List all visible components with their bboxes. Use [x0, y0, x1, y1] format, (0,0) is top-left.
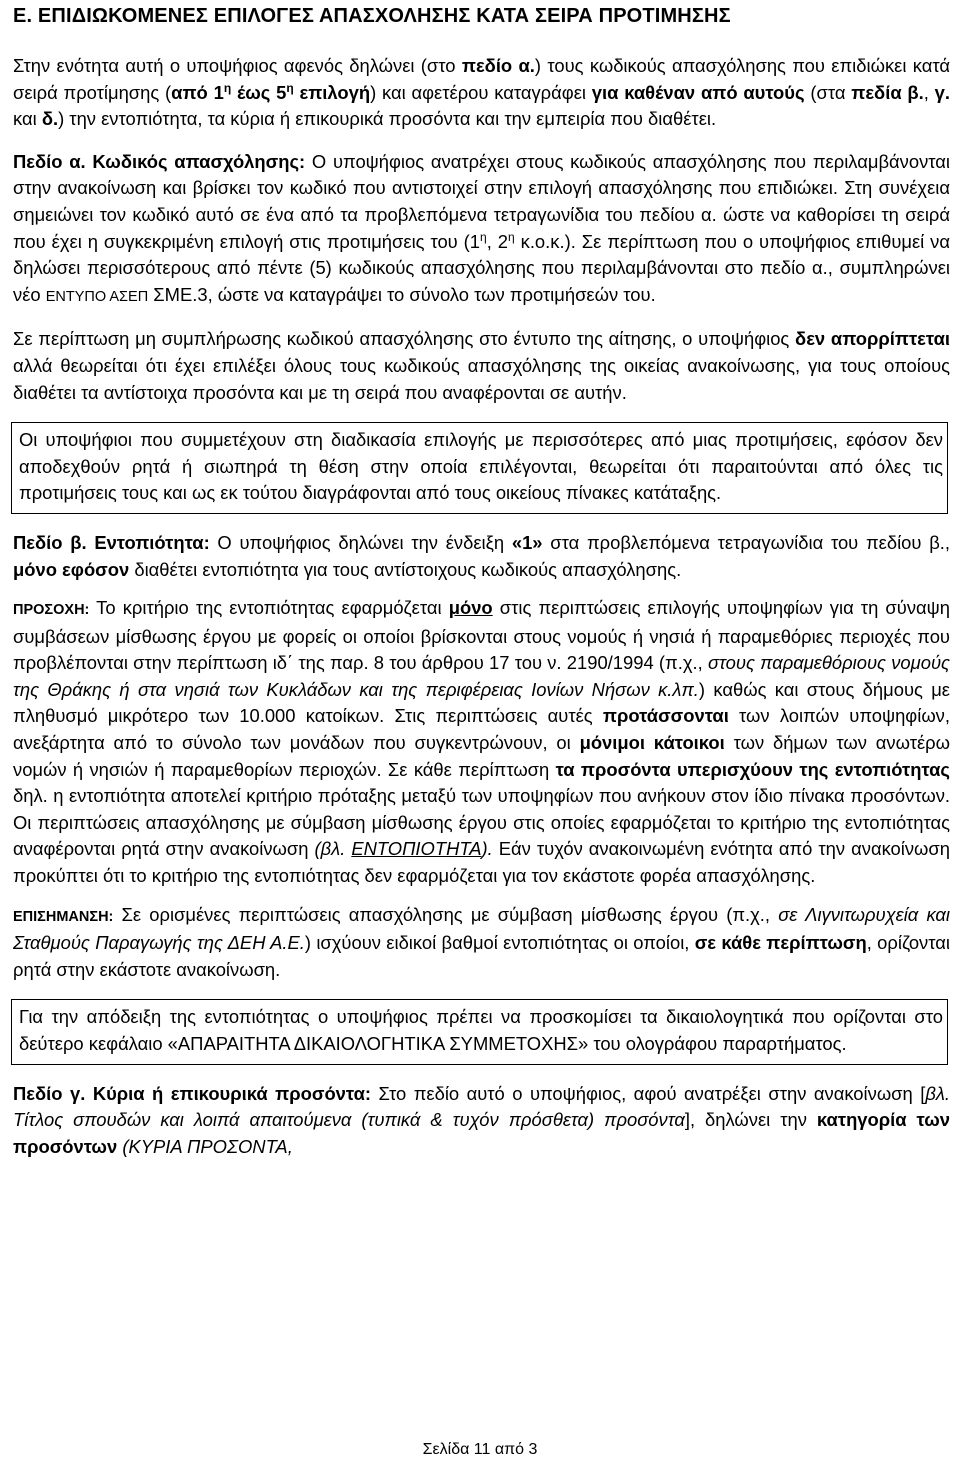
text: στις περιπτώσεις επιλογής υποψηφίων για τη σύναψη συμβάσεων μίσθωσης έργου με φορείς οι οποίοι βρίσκονται στους νομούς ή νησιά ή παραμεθόριες περιοχές που προβλέπονται στην περίπτωση ιδ΄ της παρ. 8 του άρθρου 17 του ν. 2190/1994 (π.χ., [13, 597, 950, 674]
text-bold: από 1 [171, 81, 224, 103]
field-c-paragraph [13, 1081, 950, 1161]
field-title: Κύρια ή επικουρικά προσόντα: [92, 1082, 372, 1104]
text: ΣΜΕ.3, ώστε να καταγράψει το σύνολο των προτιμήσεών του. [148, 283, 656, 305]
text: , 2 [486, 230, 508, 252]
superscript: η [223, 80, 232, 95]
field-a-paragraph [13, 149, 950, 311]
text: Εάν τυχόν ανακοινωμένη ενότητα από την ανακοίνωση προκύπτει ότι το κριτήριο της εντοπιότητας δεν εφαρμόζεται για τον εκάστοτε φορέα απασχόλησης. [13, 838, 950, 887]
notice-box-documents [11, 999, 948, 1064]
intro-paragraph [13, 53, 950, 133]
text-bold: για καθέναν από αυτούς [591, 81, 805, 103]
notice-paragraph [13, 902, 950, 984]
text-italic: σε Λιγνιτωρυχεία και Σταθμούς Παραγωγής της ΔΕΗ Α.Ε. [13, 903, 950, 954]
superscript: η [286, 80, 294, 95]
text: Σε ορισμένες περιπτώσεις απασχόλησης με σύμβαση μίσθωσης έργου (π.χ., [113, 903, 779, 925]
text-bold: επιλογή [293, 81, 371, 103]
page-footer: Σελίδα 11 από 3 [422, 1441, 538, 1458]
field-label: Πεδίο β. [13, 531, 87, 553]
text-bold: πεδία β. [851, 81, 924, 103]
text-bold: γ. [934, 81, 950, 103]
text-italic: ). [481, 838, 493, 860]
text: Ο υποψήφιος δηλώνει την ένδειξη [209, 531, 512, 553]
box-text: Για την απόδειξη της εντοπιότητας ο υποψήφιος πρέπει να προσκομίσει τα δικαιολογητικά που ορίζονται στο δεύτερο κεφάλαιο «ΑΠΑΡΑΙΤΗΤΑ ΔΙΚΑΙΟΛΟΓΗΤΙΚΑ ΣΥΜΜΕΤΟΧΗΣ» του ολογράφου παραρτήματος. [19, 1006, 943, 1054]
text-italic: βλ. Τίτλος σπουδών και λοιπά απαιτούμενα (τυπικά & τυχόν πρόσθετα) προσόντα [13, 1082, 951, 1131]
text: Ο υποψήφιος ανατρέχει στους κωδικούς απασχόλησης που περιλαμβάνονται στην ανακοίνωση και βρίσκει τον κωδικό που αντιστοιχεί στην επιλογή απασχόλησης που επιδιώκει. Στη συνέχεια σημειώνει τον κωδικό αυτό σε ένα από τα προβλεπόμενα τετραγωνίδια του πεδίου α. ώστε να καθορίσει τη σειρά που έχει η συγκεκριμένη επιλογή στις προτιμήσεις του (1 [13, 150, 950, 252]
text-bold: σε κάθε περίπτωση [694, 932, 867, 954]
text-italic: (ΚΥΡΙΑ ΠΡΟΣΟΝΤΑ, [122, 1135, 293, 1157]
text-bold: μόνο εφόσον [13, 558, 130, 580]
text: Στην ενότητα αυτή ο υποψήφιος αφενός δηλώνει (στο [13, 55, 462, 76]
text-bold: δ. [41, 108, 59, 130]
attention-paragraph [13, 595, 950, 890]
text: ) καθώς και στους δήμους με πληθυσμό μικρότερο των 10.000 κατοίκων. Στις περιπτώσεις αυτές [13, 678, 951, 727]
text: των δήμων των ανωτέρω νομών ή νησιών ή παραμεθορίων περιοχών. Σε κάθε περίπτωση [13, 732, 950, 780]
text-italic-underlined: ΕΝΤΟΠΙΟΤΗΤΑ [351, 838, 482, 860]
text: δηλ. η εντοπιότητα αποτελεί κριτήριο πρόταξης μεταξύ των υποψηφίων που ανήκουν στον ίδιο πίνακα προσόντων. Οι περιπτώσεις απασχόλησης με σύμβαση μίσθωσης έργου στις οποίες εφαρμόζεται το κριτήριο της εντοπιότητας αναφέρονται ρητά στην ανακοίνωση [13, 785, 950, 860]
text-bold: μόνιμοι κάτοικοι [579, 732, 725, 754]
text: κ.ο.κ.). Σε περίπτωση που ο υποψήφιος επιθυμεί να δηλώσει περισσότερους από πέντε (5) κωδικούς απασχόλησης που περιλαμβάνονται στο πεδίο α., συμπληρώνει νέο [13, 230, 951, 305]
text-underlined: μόνο [448, 597, 493, 619]
text: στα προβλεπόμενα τετραγωνίδια του πεδίου β., [542, 531, 950, 553]
text-bold: δεν απορρίπτεται [795, 328, 950, 350]
text: ) τους κωδικούς απασχόλησης που επιδιώκει κατά σειρά προτίμησης ( [13, 55, 950, 103]
text: ) ισχύουν ειδικοί βαθμοί εντοπιότητας οι οποίοι, [304, 932, 695, 954]
text: των λοιπών υποψηφίων, ανεξάρτητα από το σύνολο των μονάδων που συγκεντρώνουν, οι [13, 705, 950, 754]
text: Το κριτήριο της εντοπιότητας εφαρμόζεται [89, 597, 449, 619]
text-bold: «1» [511, 531, 543, 553]
text: Σε περίπτωση μη συμπλήρωσης κωδικού απασχόλησης στο έντυπο της αίτησης, ο υποψήφιος [13, 328, 796, 350]
text: αλλά θεωρείται ότι έχει επιλέξει όλους τους κωδικούς απασχόλησης της οικείας ανακοίνωσης, για τους οποίους διαθέτει τα αντίστοιχα προσόντα και με τη σειρά που αναφέρονται σε αυτήν. [13, 354, 950, 403]
notice-box-preferences [11, 422, 948, 514]
text: και [13, 108, 42, 130]
text: , [923, 81, 935, 103]
box-text: Οι υποψήφιοι που συμμετέχουν στη διαδικασία επιλογής με περισσότερες από μιας προτιμήσεις, εφόσον δεν αποδεχθούν ρητά ή σιωπηρά τη θέση στην οποία επιλέγονται, θεωρείται ότι παραιτούνται από όλες τις προτιμήσεις τους και ως εκ τούτου διαγράφονται από τους οικείους πίνακες κατάταξης. [19, 429, 943, 504]
text-bold: προτάσσονται [602, 705, 729, 727]
field-label: Πεδίο α. [13, 150, 86, 172]
field-title: Εντοπιότητα: [94, 531, 210, 553]
text: ], δηλώνει την [684, 1109, 817, 1131]
text-bold: έως 5 [231, 81, 287, 103]
text-bold: κατηγορία των προσόντων [13, 1109, 950, 1157]
form-name: ΕΝΤΥΠΟ ΑΣΕΠ [45, 288, 149, 305]
field-b-paragraph [13, 530, 950, 583]
field-label: Πεδίο γ. [13, 1082, 86, 1104]
missing-code-paragraph [13, 326, 950, 406]
section-heading: Ε. ΕΠΙΔΙΩΚΟΜΕΝΕΣ ΕΠΙΛΟΓΕΣ ΑΠΑΣΧΟΛΗΣΗΣ ΚΑΤΑ ΣΕΙΡΑ ΠΡΟΤΙΜΗΣΗΣ [13, 5, 731, 27]
text: ) και αφετέρου καταγράφει [370, 81, 592, 103]
text-italic: (βλ. [314, 838, 352, 860]
text: (στα [804, 81, 852, 103]
attention-label: ΠΡΟΣΟΧΗ: [13, 602, 90, 619]
text-bold: τα προσόντα υπερισχύουν της εντοπιότητας [555, 758, 950, 780]
notice-label: ΕΠΙΣΗΜΑΝΣΗ: [13, 908, 114, 925]
superscript: η [508, 229, 515, 244]
text-bold: πεδίο α. [461, 55, 535, 76]
text-italic: στους παραμεθόριους νομούς της Θράκης ή στα νησιά των Κυκλάδων και της περιφέρειας Ιονίων Νήσων κ.λπ. [13, 652, 951, 700]
text: Στο πεδίο αυτό ο υποψήφιος, αφού ανατρέξει στην ανακοίνωση [ [371, 1082, 926, 1104]
text: , ορίζονται ρητά στην εκάστοτε ανακοίνωση. [13, 932, 950, 980]
text: διαθέτει εντοπιότητα για τους αντίστοιχους κωδικούς απασχόλησης. [129, 558, 682, 580]
superscript: η [480, 229, 487, 244]
field-title: Κωδικός απασχόλησης: [92, 150, 306, 172]
text: ) την εντοπιότητα, τα κύρια ή επικουρικά προσόντα και την εμπειρία που διαθέτει. [58, 108, 717, 130]
